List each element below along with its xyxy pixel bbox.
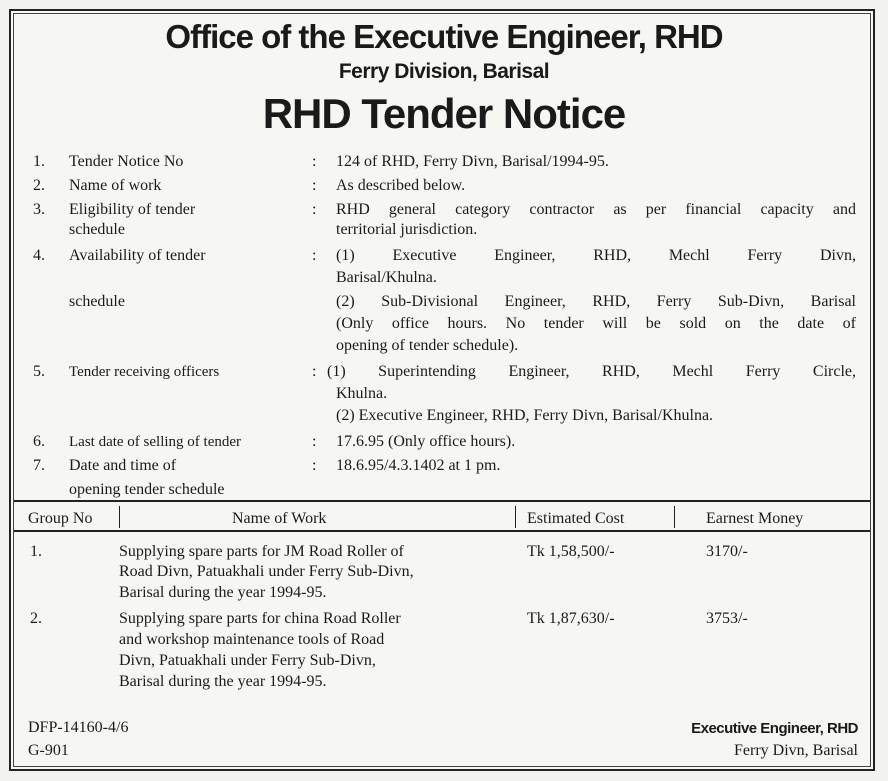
- item-value: RHD general category contractor as per financial capacity and: [336, 201, 856, 218]
- table-cell-work: and workshop maintenance tools of Road: [119, 631, 385, 648]
- item-label: Tender receiving officers: [69, 364, 220, 380]
- table-cell-group: 1.: [30, 543, 42, 560]
- office-heading: Office of the Executive Engineer, RHD: [165, 18, 723, 55]
- signatory-title: Executive Engineer, RHD: [691, 720, 858, 737]
- item-value: (2) Sub-Divisional Engineer, RHD, Ferry Sub-Divn, Barisal: [336, 293, 856, 310]
- table-cell-work: Barisal during the year 1994-95.: [119, 673, 327, 690]
- item-label: Date and time of: [69, 457, 177, 474]
- item-label: Last date of selling of tender: [69, 434, 242, 450]
- item-value: (1) Executive Engineer, RHD, Mechl Ferry Divn,: [336, 247, 856, 264]
- item-label: schedule: [69, 293, 125, 310]
- item-label: opening tender schedule: [69, 481, 225, 498]
- table-cell-earnest: 3753/-: [706, 610, 748, 627]
- item-number: 3.: [33, 201, 45, 218]
- item-label: Availability of tender: [69, 247, 206, 264]
- reference-number: DFP-14160-4/6: [28, 719, 129, 736]
- table-header-earnest: Earnest Money: [706, 510, 804, 527]
- division-subheading: Ferry Division, Barisal: [338, 60, 550, 83]
- signatory-office: Ferry Divn, Barisal: [734, 742, 858, 759]
- item-value: 18.6.95/4.3.1402 at 1 pm.: [336, 457, 501, 474]
- table-cell-cost: Tk 1,58,500/-: [527, 543, 615, 560]
- table-cell-cost: Tk 1,87,630/-: [527, 610, 615, 627]
- item-number: 5.: [33, 363, 45, 380]
- table-cell-work: Road Divn, Patuakhali under Ferry Sub-Divn,: [119, 563, 414, 580]
- item-number: 6.: [33, 433, 45, 450]
- item-colon: :: [312, 177, 317, 194]
- item-number: 1.: [33, 153, 45, 170]
- table-header-group: Group No: [28, 510, 93, 527]
- item-value: Khulna.: [336, 385, 388, 402]
- table-column-divider: [515, 506, 516, 528]
- item-colon: :: [312, 433, 317, 450]
- table-header-cost: Estimated Cost: [527, 510, 625, 527]
- item-number: 7.: [33, 457, 45, 474]
- item-value: territorial jurisdiction.: [336, 221, 478, 238]
- item-value: 17.6.95 (Only office hours).: [336, 433, 516, 450]
- table-top-rule: [14, 500, 870, 502]
- table-cell-group: 2.: [30, 610, 42, 627]
- table-cell-work: Supplying spare parts for JM Road Roller of: [119, 543, 404, 560]
- item-value: As described below.: [336, 177, 466, 194]
- table-header-work: Name of Work: [232, 510, 327, 527]
- table-cell-work: Supplying spare parts for china Road Roller: [119, 610, 401, 627]
- item-colon: :: [312, 457, 317, 474]
- item-label: Eligibility of tender: [69, 201, 196, 218]
- table-column-divider: [674, 506, 675, 528]
- table-column-divider: [119, 506, 120, 528]
- item-colon: :: [312, 153, 317, 170]
- table-cell-work: Divn, Patuakhali under Ferry Sub-Divn,: [119, 652, 376, 669]
- item-colon: :: [312, 201, 317, 218]
- item-label: Tender Notice No: [69, 153, 184, 170]
- item-number: 4.: [33, 247, 45, 264]
- notice-title: RHD Tender Notice: [262, 90, 626, 137]
- item-value: (Only office hours. No tender will be sold on the date of: [336, 315, 856, 332]
- item-value: Barisal/Khulna.: [336, 269, 437, 286]
- item-value: (2) Executive Engineer, RHD, Ferry Divn, Barisal/Khulna.: [336, 407, 714, 424]
- item-value: 124 of RHD, Ferry Divn, Barisal/1994-95.: [336, 153, 609, 170]
- item-label: schedule: [69, 221, 125, 238]
- table-cell-earnest: 3170/-: [706, 543, 748, 560]
- item-value: (1) Superintending Engineer, RHD, Mechl Ferry Circle,: [327, 363, 856, 380]
- item-number: 2.: [33, 177, 45, 194]
- reference-code: G-901: [28, 742, 69, 759]
- item-colon: :: [312, 247, 317, 264]
- item-value: opening of tender schedule).: [336, 337, 519, 354]
- item-label: Name of work: [69, 177, 162, 194]
- table-header-rule: [14, 530, 870, 532]
- item-colon: :: [312, 363, 317, 380]
- table-cell-work: Barisal during the year 1994-95.: [119, 584, 327, 601]
